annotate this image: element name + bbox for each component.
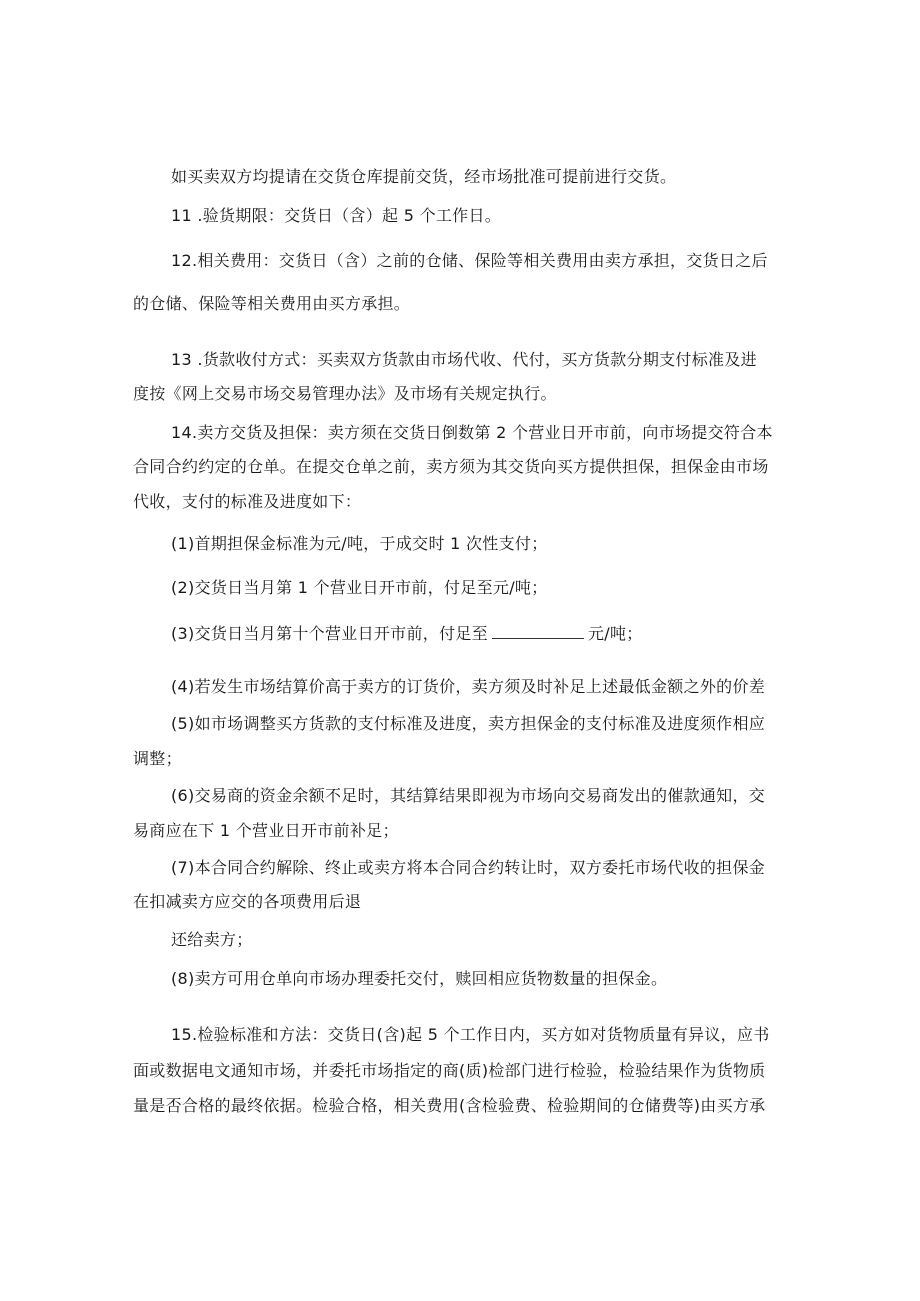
paragraph-line: 在扣减卖方应交的各项费用后退 [133, 892, 362, 911]
paragraph-line: 调整； [133, 749, 182, 768]
clause-15: 15.检验标准和方法：交货日(含)起 5 个工作日内，买方如对货物质量有异议，应书 [171, 1025, 770, 1044]
paragraph-line: 面或数据电文通知市场，并委托市场指定的商(质)检部门进行检验，检验结果作为货物质 [133, 1061, 766, 1080]
list-item-unit: 元/吨； [587, 624, 643, 643]
list-item: (2)交货日当月第 1 个营业日开市前，付足至元/吨； [171, 578, 548, 597]
paragraph-line: 还给卖方； [171, 930, 253, 949]
list-item: (8)卖方可用仓单向市场办理委托交付，赎回相应货物数量的担保金。 [171, 969, 668, 988]
clause-12: 12.相关费用：交货日（含）之前的仓储、保险等相关费用由卖方承担，交货日之后 [171, 251, 768, 270]
paragraph-line: 量是否合格的最终依据。检验合格，相关费用(含检验费、检验期间的仓储费等)由买方承 [133, 1096, 766, 1115]
paragraph-line: 合同合约约定的仓单。在提交仓单之前，卖方须为其交货向买方提供担保，担保金由市场 [133, 457, 769, 476]
paragraph-line: 的仓储、保险等相关费用由买方承担。 [133, 294, 411, 313]
paragraph-line: 如买卖双方均提请在交货仓库提前交货，经市场批准可提前进行交货。 [171, 167, 677, 186]
clause-11: 11 .验货期限：交货日（含）起 5 个工作日。 [171, 206, 502, 225]
paragraph-line: 易商应在下 1 个营业日开市前补足； [133, 821, 399, 840]
list-item: (1)首期担保金标准为元/吨，于成交时 1 次性支付； [171, 534, 548, 553]
fill-in-blank [492, 622, 584, 639]
list-item [171, 622, 643, 645]
list-item-text: (3)交货日当月第十个营业日开市前，付足至 [171, 624, 488, 643]
paragraph-line: 度按《网上交易市场交易管理办法》及市场有关规定执行。 [133, 384, 557, 403]
clause-13: 13 .货款收付方式：买卖双方货款由市场代收、代付，买方货款分期支付标准及进 [171, 350, 757, 369]
paragraph-line: 代收，支付的标准及进度如下： [133, 492, 362, 511]
list-item: (7)本合同合约解除、终止或卖方将本合同合约转让时，双方委托市场代收的担保金 [171, 858, 766, 877]
list-item: (5)如市场调整买方货款的支付标准及进度，卖方担保金的支付标准及进度须作相应 [171, 714, 766, 733]
list-item: (4)若发生市场结算价高于卖方的订货价，卖方须及时补足上述最低金额之外的价差 [171, 677, 766, 696]
list-item: (6)交易商的资金余额不足时，其结算结果即视为市场向交易商发出的催款通知，交 [171, 786, 766, 805]
clause-14: 14.卖方交货及担保：卖方须在交货日倒数第 2 个营业日开市前，向市场提交符合本 [171, 423, 773, 442]
